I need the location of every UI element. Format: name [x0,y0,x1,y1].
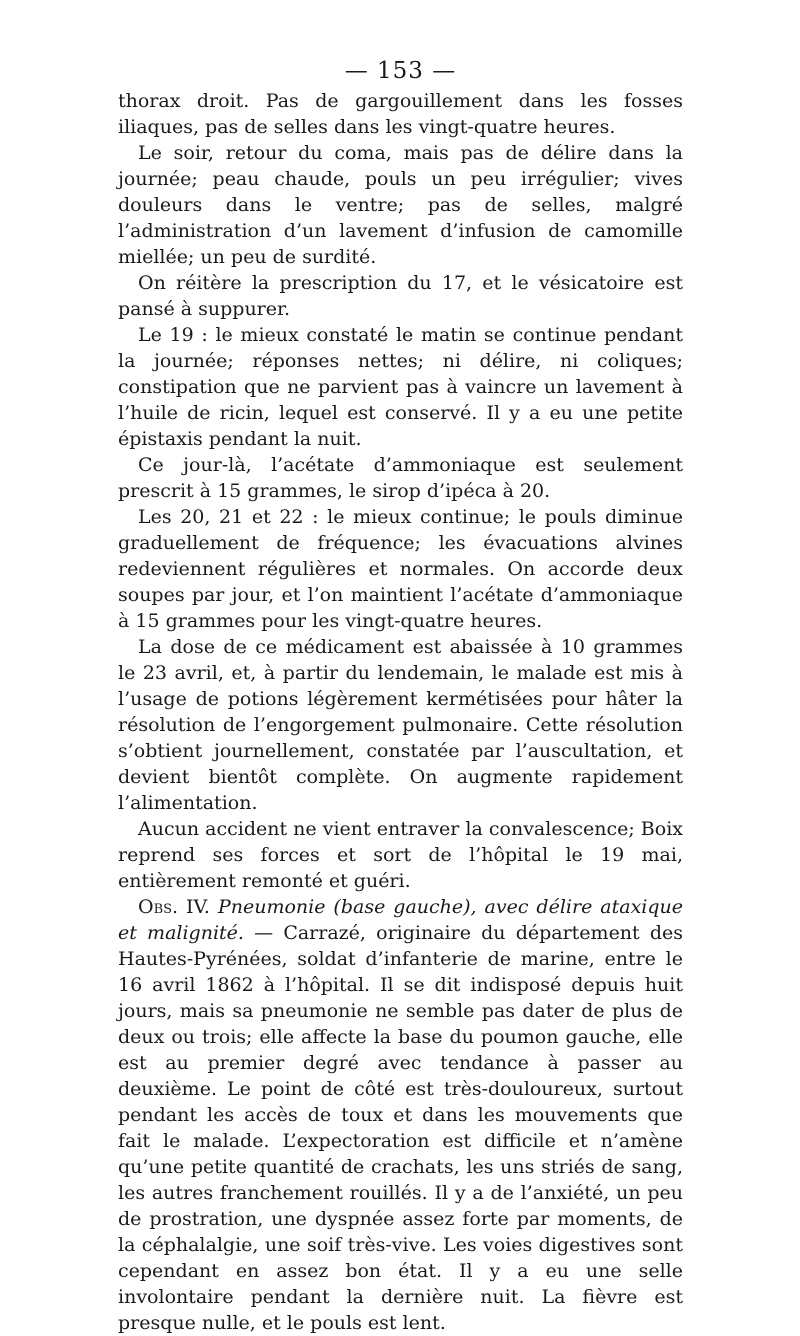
paragraph-7: La dose de ce médicament est abaissée à 10 grammes le 23 avril, et, à partir du lendemain, le malade est mis à l’usage de potions légèrement kermétisées pour hâter la résolution de l’engorgement pulmonaire. Cette résolution s’obtient journellement, constatée par l’auscultation, et devient bientôt complète. On augmente rapidement l’alimentation. [118,636,683,814]
paragraph-5: Ce jour-là, l’acétate d’ammoniaque est seulement prescrit à 15 grammes, le sirop d’ipéca à 20. [118,454,683,502]
book-page [118,56,683,1336]
paragraph-3: On réitère la prescription du 17, et le vésicatoire est pansé à suppurer. [118,272,683,320]
page-number: — 153 — [344,58,457,84]
paragraph-2: Le soir, retour du coma, mais pas de délire dans la journée; peau chaude, pouls un peu irrégulier; vives douleurs dans le ventre; pas de selles, malgré l’administration d’un lavement d’infusion de camomille miellée; un peu de surdité. [118,142,683,268]
paragraph-8: Aucun accident ne vient entraver la convalescence; Boix reprend ses forces et sort de l’hôpital le 19 mai, entièrement remonté et guéri. [118,818,683,892]
paragraph-1: thorax droit. Pas de gargouillement dans les fosses iliaques, pas de selles dans les vingt-quatre heures. [118,90,683,138]
paragraph-4: Le 19 : le mieux constaté le matin se continue pendant la journée; réponses nettes; ni délire, ni coliques; constipation que ne parvient pas à vaincre un lavement à l’huile de ricin, lequel est conservé. Il y a eu une petite épistaxis pendant la nuit. [118,324,683,450]
paragraph-6: Les 20, 21 et 22 : le mieux continue; le pouls diminue graduellement de fréquence; les évacuations alvines redeviennent régulières et normales. On accorde deux soupes par jour, et l’on maintient l’acétate d’ammoniaque à 15 grammes pour les vingt-quatre heures. [118,506,683,632]
observation-paragraph [118,894,683,1336]
observation-body: — Carrazé, originaire du département des Hautes-Pyrénées, soldat d’infanterie de marine, entre le 16 avril 1862 à l’hôpital. Il se dit indisposé depuis huit jours, mais sa pneumonie ne semble pas dater de plus de deux ou trois; elle affecte la base du poumon gauche, elle est au premier degré avec tendance à passer au deuxième. Le point de côté est très-douloureux, surtout pendant les accès de toux et dans les mouvements que fait le malade. L’expectoration est difficile et n’amène qu’une petite quantité de crachats, les uns striés de sang, les autres franchement rouillés. Il y a de l’anxiété, un peu de prostration, une dyspnée assez forte par moments, de la céphalalgie, une soif très-vive. Les voies digestives sont cependant en assez bon état. Il y a eu une selle involontaire pendant la dernière nuit. La fièvre est presque nulle, et le pouls est lent. [118,922,684,1334]
observation-label: Obs. IV. [138,896,210,918]
observation-title: Pneumonie (base gauche), avec délire ataxique et malignité. [118,896,684,944]
